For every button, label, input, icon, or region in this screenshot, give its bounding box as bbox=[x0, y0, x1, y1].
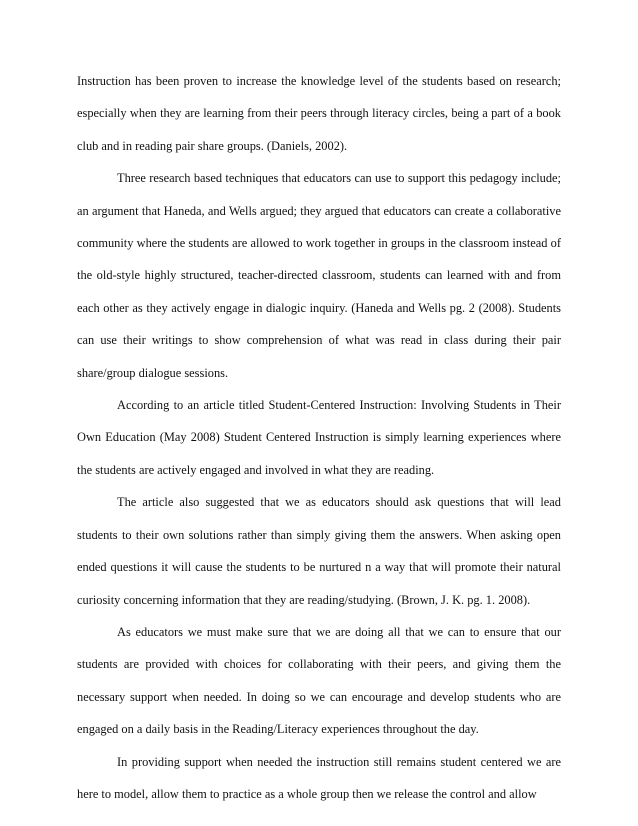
paragraph-4: The article also suggested that we as educators should ask questions that will lead students to their own solutions rather than simply giving them the answers. When asking open ended questions it will cause the students to be nurtured n a way that will promote their natural curiosity concerning information that they are reading/studying. (Brown, J. K. pg. 1. 2008). bbox=[77, 495, 561, 607]
paragraph-2: Three research based techniques that educators can use to support this pedagogy include; an argument that Haneda, and Wells argued; they argued that educators can create a collaborative community where the students are allowed to work together in groups in the classroom instead of the old-style highly structured, teacher-directed classroom, students can learned with and from each other as they actively engage in dialogic inquiry. (Haneda and Wells pg. 2 (2008). Students can use their writings to show comprehension of what was read in class during their pair share/group dialogue sessions. bbox=[77, 171, 561, 380]
paragraph-3: According to an article titled Student-Centered Instruction: Involving Students in Their Own Education (May 2008) Student Centered Instruction is simply learning experiences where the students are actively engaged and involved in what they are reading. bbox=[77, 398, 561, 477]
paragraph-5: As educators we must make sure that we are doing all that we can to ensure that our students are provided with choices for collaborating with their peers, and giving them the necessary support when needed. In doing so we can encourage and develop students who are engaged on a daily basis in the Reading/Literacy experiences throughout the day. bbox=[77, 624, 561, 737]
paragraph-1: Instruction has been proven to increase the knowledge level of the students based on research; especially when they are learning from their peers through literacy circles, being a part of a book club and in reading pair share groups. (Daniels, 2002). bbox=[77, 74, 561, 153]
document-body bbox=[77, 65, 561, 810]
paragraph-6: In providing support when needed the instruction still remains student centered we are here to model, allow them to practice as a whole group then we release the control and allow bbox=[77, 754, 561, 801]
